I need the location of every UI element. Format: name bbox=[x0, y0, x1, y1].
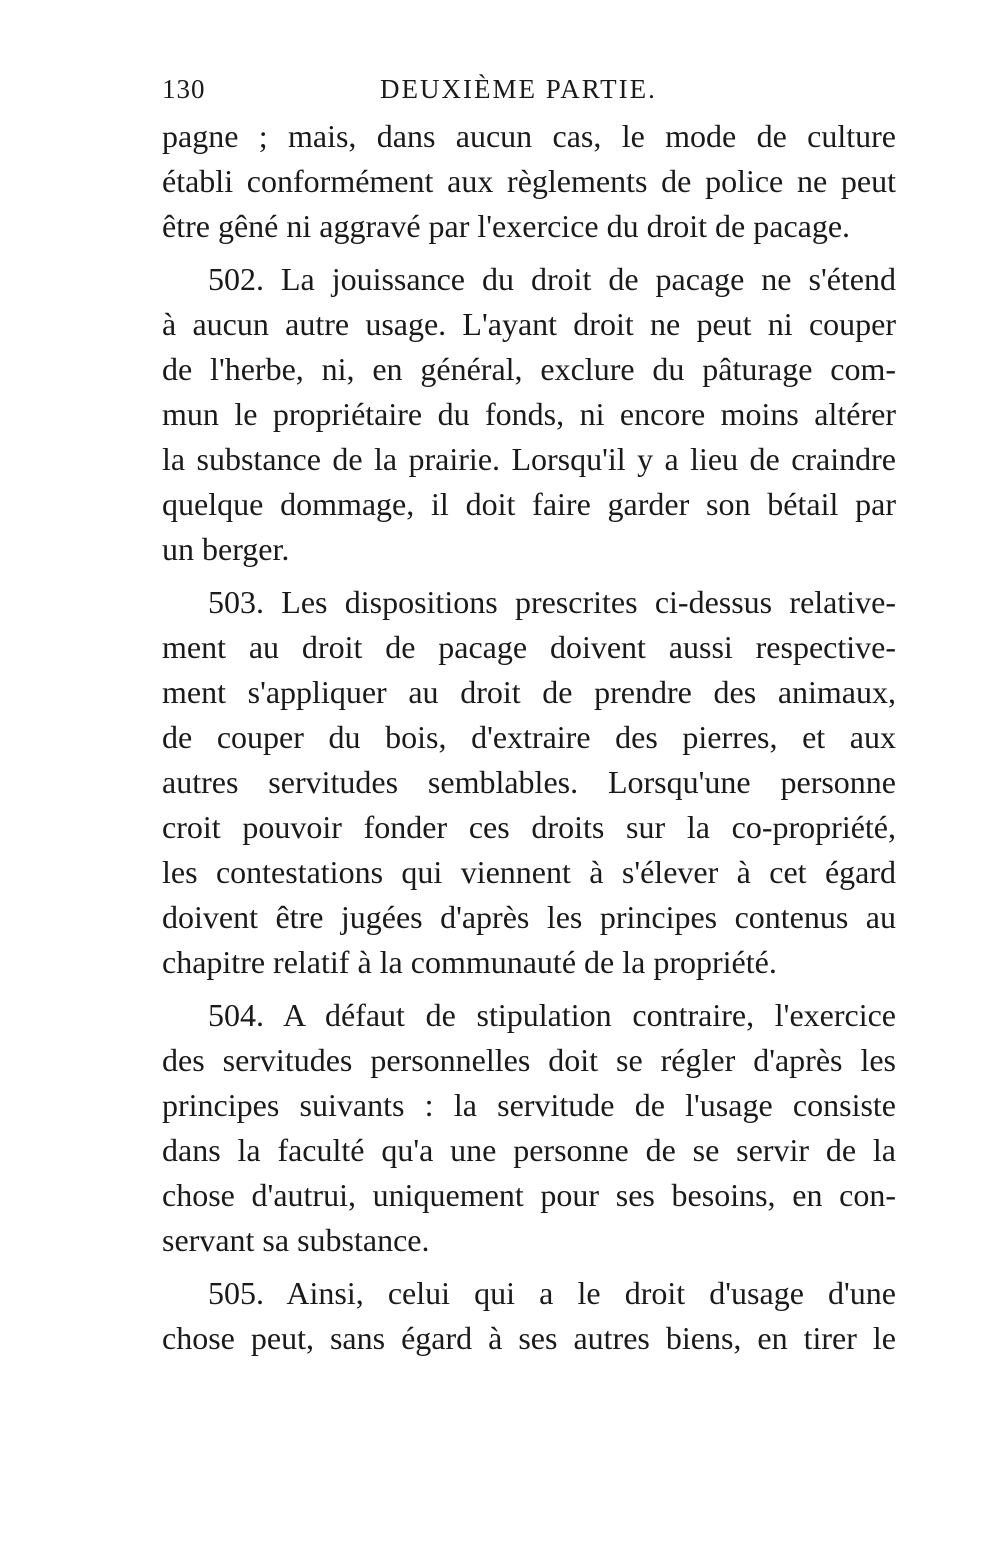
text-line: pagne ; mais, dans aucun cas, le mode de culture bbox=[162, 118, 896, 154]
body-text bbox=[162, 114, 896, 1361]
text-line: établi conformément aux règlements de police ne peut bbox=[162, 163, 896, 199]
text-line: des servitudes personnelles doit se régler d'après les bbox=[162, 1042, 896, 1078]
text-line: ment s'appliquer au droit de prendre des animaux, bbox=[162, 674, 896, 710]
text-line: 503. Les dispositions prescrites ci-dessus relative- bbox=[208, 584, 896, 620]
text-line: les contestations qui viennent à s'élever à cet égard bbox=[162, 854, 896, 890]
text-line: dans la faculté qu'a une personne de se servir de la bbox=[162, 1132, 896, 1168]
page-number: 130 bbox=[162, 74, 206, 104]
text-line: chose d'autrui, uniquement pour ses besoins, en con- bbox=[162, 1177, 896, 1213]
paragraph-502 bbox=[162, 257, 896, 572]
paragraph-504 bbox=[162, 993, 896, 1263]
text-line: 502. La jouissance du droit de pacage ne s'étend bbox=[208, 261, 896, 297]
text-line: la substance de la prairie. Lorsqu'il y a lieu de craindre bbox=[162, 441, 896, 477]
text-line: autres servitudes semblables. Lorsqu'une personne bbox=[162, 764, 896, 800]
paragraph-505 bbox=[162, 1271, 896, 1361]
text-line: ment au droit de pacage doivent aussi respective- bbox=[162, 629, 896, 665]
book-page bbox=[162, 70, 896, 1361]
text-line: être gêné ni aggravé par l'exercice du droit de pacage. bbox=[162, 208, 851, 244]
text-line: principes suivants : la servitude de l'usage consiste bbox=[162, 1087, 896, 1123]
running-title: DEUXIÈME PARTIE. bbox=[380, 74, 657, 104]
text-line: chapitre relatif à la communauté de la propriété. bbox=[162, 944, 777, 980]
text-line: mun le propriétaire du fonds, ni encore moins altérer bbox=[162, 396, 896, 432]
text-line: de couper du bois, d'extraire des pierres, et aux bbox=[162, 719, 896, 755]
text-line: croit pouvoir fonder ces droits sur la co-propriété, bbox=[162, 809, 896, 845]
text-line: 505. Ainsi, celui qui a le droit d'usage d'une bbox=[208, 1275, 896, 1311]
paragraph-continuation bbox=[162, 114, 896, 249]
text-line: à aucun autre usage. L'ayant droit ne peut ni couper bbox=[162, 306, 896, 342]
text-line: doivent être jugées d'après les principes contenus au bbox=[162, 899, 896, 935]
text-line: 504. A défaut de stipulation contraire, l'exercice bbox=[208, 997, 896, 1033]
text-line: chose peut, sans égard à ses autres biens, en tirer le bbox=[162, 1320, 896, 1356]
text-line: quelque dommage, il doit faire garder son bétail par bbox=[162, 486, 896, 522]
page-header bbox=[162, 70, 896, 114]
paragraph-503 bbox=[162, 580, 896, 985]
text-line: de l'herbe, ni, en général, exclure du pâturage com- bbox=[162, 351, 896, 387]
text-line: servant sa substance. bbox=[162, 1222, 430, 1258]
text-line: un berger. bbox=[162, 531, 290, 567]
